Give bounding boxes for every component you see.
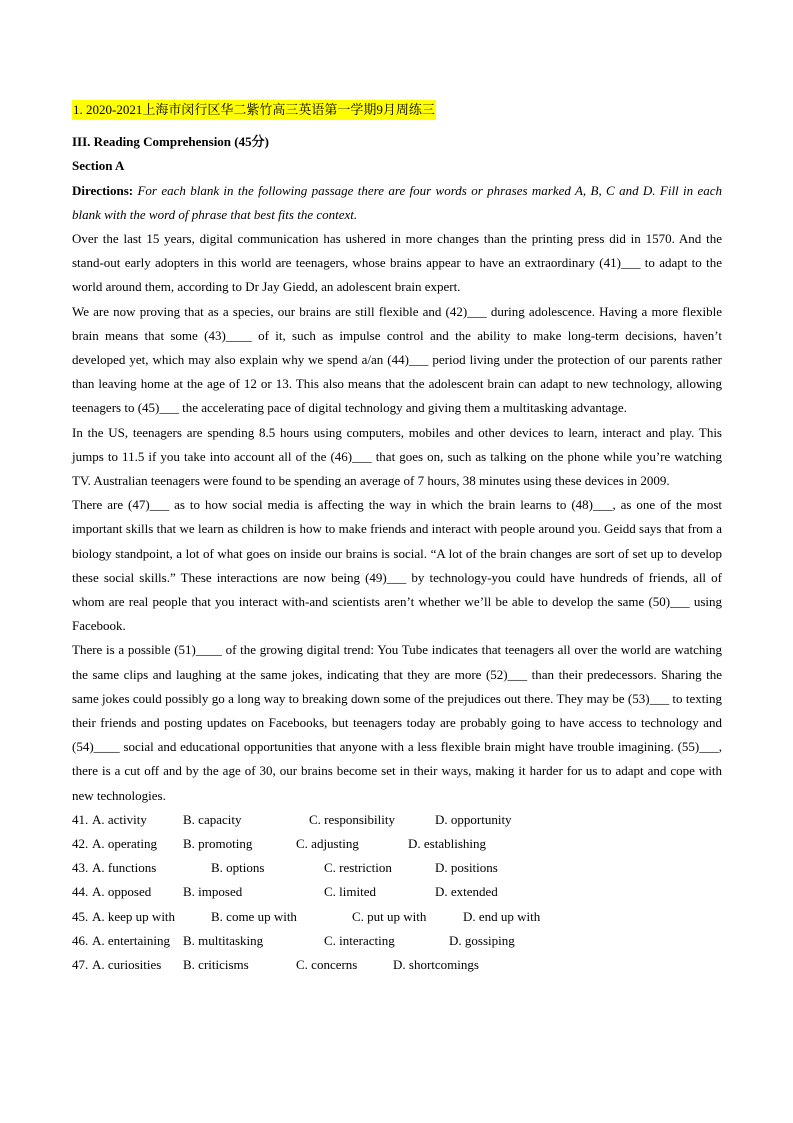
question-number: 41. bbox=[72, 811, 89, 827]
option-c: C. limited bbox=[324, 884, 376, 900]
option-d: D. end up with bbox=[463, 908, 541, 924]
question-number: 46. bbox=[72, 932, 89, 948]
option-row-41 bbox=[72, 808, 722, 832]
option-b: B. come up with bbox=[211, 908, 297, 924]
option-d: D. gossiping bbox=[449, 932, 515, 948]
options-list bbox=[72, 808, 722, 977]
option-a: A. activity bbox=[92, 811, 147, 827]
option-row-43 bbox=[72, 856, 722, 880]
option-row-46 bbox=[72, 929, 722, 953]
option-row-45 bbox=[72, 905, 722, 929]
option-d: D. establishing bbox=[408, 836, 486, 852]
paragraph-3: In the US, teenagers are spending 8.5 hours using computers, mobiles and other devices to learn, interact and play. This jumps to 11.5 if you take into account all of the (46)___ that goes on, such as talking on the phone while you’re watching TV. Australian teenagers were found to be spending an average of 7 hours, 38 minutes using these devices in 2009. bbox=[72, 424, 722, 489]
option-c: C. concerns bbox=[296, 957, 358, 973]
directions-text: For each blank in the following passage there are four words or phrases marked A, B, C and D. Fill in each blank with the word of phrase that best fits the context. bbox=[72, 182, 722, 222]
section-heading: III. Reading Comprehension (45分) bbox=[72, 134, 269, 150]
paragraph-2: We are now proving that as a species, our brains are still flexible and (42)___ during adolescence. Having a more flexible brain means that some (43)____ of it, such as impulse control and the ability to make long-term decisions, haven’t developed yet, which may also explain why we spend a/an (44)___ period living under the protection of our parents rather than leaving home at the age of 12 or 13. This also means that the adolescent brain can adapt to new technology, allowing teenagers to (45)___ the accelerating pace of digital technology and giving them a multitasking advantage. bbox=[72, 303, 722, 416]
option-a: A. operating bbox=[92, 836, 157, 852]
directions bbox=[72, 179, 722, 227]
option-a: A. functions bbox=[92, 860, 157, 876]
option-row-47 bbox=[72, 953, 722, 977]
option-a: A. opposed bbox=[92, 884, 152, 900]
document-title: 1. 2020-2021上海市闵行区华二紫竹高三英语第一学期9月周练三 bbox=[72, 100, 436, 120]
option-d: D. extended bbox=[435, 884, 498, 900]
paragraph-5: There is a possible (51)____ of the growing digital trend: You Tube indicates that teenagers all over the world are watching the same clips and laughing at the same jokes, indicating that they are more (52)___ than their predecessors. Sharing the same jokes could possibly go a long way to breaking down some of the prejudices out there. They may be (53)___ to texting their friends and posting updates on Facebooks, but teenagers today are probably going to have access to technology and (54)____ social and educational opportunities that anyone with a less flexible brain might have trouble imagining. (55)___, there is a cut off and by the age of 30, our brains become set in their ways, making it harder for us to adapt and cope with new technologies. bbox=[72, 642, 722, 803]
paragraph-4: There are (47)___ as to how social media is affecting the way in which the brain learns to (48)___, as one of the most important skills that we learn as children is how to make friends and interact with people around you. Geidd says that from a biology standpoint, a lot of what goes on inside our brains is social. “A lot of the brain changes are sort of set up to develop these social skills.” These interactions are now being (49)___ by technology-you could have hundreds of friends, all of whom are real people that you interact with-and scientists aren’t whether we’ll be able to develop the same (50)___ using Facebook. bbox=[72, 497, 722, 634]
option-c: C. put up with bbox=[352, 908, 427, 924]
option-c: C. interacting bbox=[324, 932, 395, 948]
option-c: C. adjusting bbox=[296, 836, 359, 852]
option-a: A. curiosities bbox=[92, 957, 162, 973]
option-b: B. criticisms bbox=[183, 957, 249, 973]
option-a: A. entertaining bbox=[92, 932, 170, 948]
section-name: Section A bbox=[72, 158, 125, 174]
option-d: D. positions bbox=[435, 860, 498, 876]
option-b: B. promoting bbox=[183, 836, 253, 852]
question-number: 47. bbox=[72, 957, 89, 973]
question-number: 42. bbox=[72, 836, 89, 852]
question-number: 45. bbox=[72, 908, 89, 924]
question-number: 44. bbox=[72, 884, 89, 900]
option-row-42 bbox=[72, 832, 722, 856]
option-c: C. responsibility bbox=[309, 811, 395, 827]
option-c: C. restriction bbox=[324, 860, 392, 876]
option-d: D. shortcomings bbox=[393, 957, 479, 973]
document-page bbox=[72, 98, 722, 977]
option-b: B. options bbox=[211, 860, 265, 876]
option-b: B. imposed bbox=[183, 884, 243, 900]
option-b: B. multitasking bbox=[183, 932, 264, 948]
option-d: D. opportunity bbox=[435, 811, 512, 827]
paragraph-1: Over the last 15 years, digital communication has ushered in more changes than the printing press did in 1570. And the stand-out early adopters in this world are teenagers, whose brains appear to have an extraordinary (41)___ to adapt to the world around them, according to Dr Jay Giedd, an adolescent brain expert. bbox=[72, 231, 722, 295]
question-number: 43. bbox=[72, 860, 89, 876]
title-line bbox=[72, 98, 722, 122]
option-b: B. capacity bbox=[183, 811, 242, 827]
option-a: A. keep up with bbox=[92, 908, 176, 924]
directions-label: Directions: bbox=[72, 182, 134, 198]
option-row-44 bbox=[72, 880, 722, 904]
